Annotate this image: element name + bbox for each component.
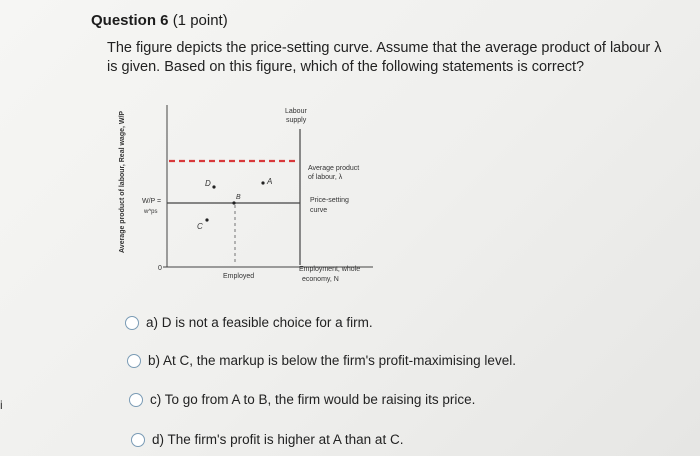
option-d[interactable] (131, 432, 403, 447)
labour-supply-label-2: supply (286, 117, 307, 124)
point-c (197, 218, 209, 231)
point-a (261, 177, 272, 186)
labour-supply-label-1: Labour (285, 108, 307, 115)
question-number: Question 6 (91, 12, 169, 29)
x-label-employment-1: Employment, whole (299, 266, 361, 273)
radio-a[interactable] (125, 316, 139, 330)
wage-label-2: w^ps (144, 209, 158, 215)
svg-text:B: B (236, 194, 241, 201)
radio-b[interactable] (127, 354, 141, 368)
option-b-label: b) At C, the markup is below the firm's profit-maximising level. (148, 353, 516, 368)
svg-text:A: A (267, 177, 273, 186)
x-label-employment-2: economy, N (302, 276, 339, 283)
svg-text:D: D (205, 179, 211, 188)
x-label-employed: Employed (223, 273, 255, 280)
radio-d[interactable] (131, 433, 145, 447)
question-text: The figure depicts the price-setting curve. Assume that the average product of labour λ is given. Based on this figure, which of the following statements is correct? (107, 40, 662, 75)
price-setting-label-2: curve (310, 207, 328, 214)
question-points: (1 point) (172, 12, 228, 29)
option-a-label: a) D is not a feasible choice for a firm. (146, 315, 373, 330)
option-c[interactable] (129, 392, 475, 407)
avg-product-label-1: Average product (308, 165, 360, 172)
point-d (205, 179, 216, 189)
option-c-label: c) To go from A to B, the firm would be raising its price. (150, 392, 476, 407)
option-a[interactable] (125, 315, 373, 330)
origin-label: 0 (158, 265, 162, 272)
y-axis-label: Average product of labour, Real wage, W/P (119, 110, 126, 253)
option-b[interactable] (127, 353, 516, 368)
svg-text:C: C (197, 222, 203, 231)
option-d-label: d) The firm's profit is higher at A than at C. (152, 432, 404, 447)
avg-product-label-2: of labour, λ (308, 174, 343, 181)
radio-c[interactable] (129, 393, 143, 407)
price-setting-figure (113, 95, 383, 290)
price-setting-label-1: Price-setting (310, 197, 349, 204)
question-title (91, 12, 228, 29)
edge-mark: i (0, 398, 3, 412)
wage-label-1: W/P = (142, 198, 162, 205)
